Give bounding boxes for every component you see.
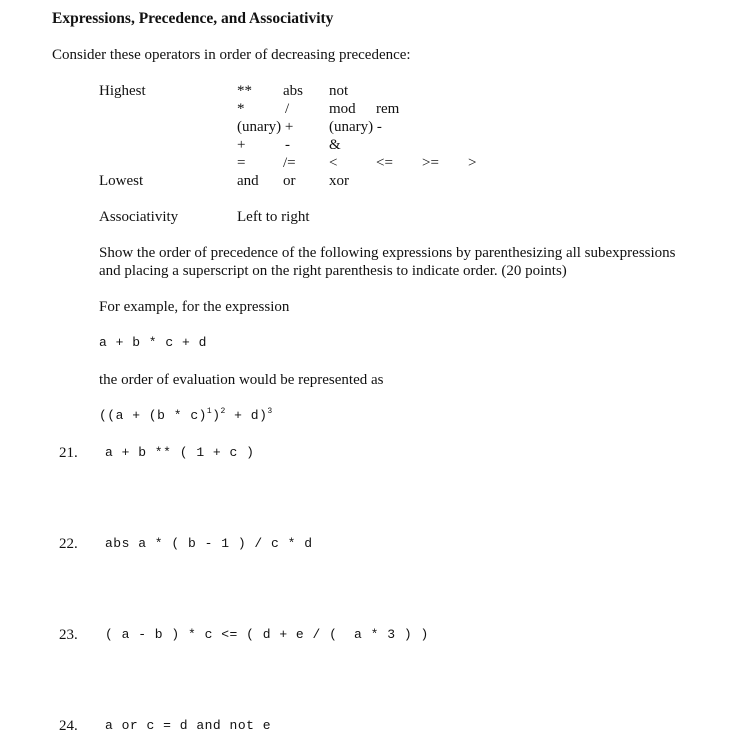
- operator: <=: [376, 155, 393, 171]
- operator: and: [237, 173, 259, 189]
- order-superscript: 2: [220, 407, 226, 416]
- question-number: 24.: [59, 718, 78, 734]
- operator: >: [468, 155, 477, 171]
- operator: >=: [422, 155, 439, 171]
- operator: or: [283, 173, 296, 189]
- example-result-intro: the order of evaluation would be represented as: [99, 372, 384, 388]
- intro-text: Consider these operators in order of decreasing precedence:: [52, 47, 411, 63]
- associativity-label: Associativity: [99, 209, 179, 225]
- page-title: Expressions, Precedence, and Associativity: [52, 10, 334, 27]
- instructions-line-2: and placing a superscript on the right parenthesis to indicate order. (20 points): [99, 263, 567, 279]
- operator: (unary) +: [237, 119, 294, 135]
- question-expression: ( a - b ) * c <= ( d + e / ( a * 3 ) ): [105, 627, 429, 642]
- operator: -: [285, 137, 290, 153]
- instructions-line-1: Show the order of precedence of the following expressions by parenthesizing all subexpressions: [99, 245, 676, 261]
- order-superscript: 3: [267, 407, 273, 416]
- question-expression: a or c = d and not e: [105, 718, 272, 733]
- question-expression: a + b ** ( 1 + c ): [105, 445, 255, 460]
- lowest-label: Lowest: [99, 173, 144, 189]
- operator: /=: [283, 155, 296, 171]
- operator: mod: [329, 101, 356, 117]
- operator: rem: [376, 101, 400, 117]
- question-number: 21.: [59, 445, 78, 461]
- highest-label: Highest: [99, 83, 146, 99]
- operator: (unary) -: [329, 119, 382, 135]
- operator: /: [285, 101, 290, 117]
- operator: not: [329, 83, 349, 99]
- question-number: 23.: [59, 627, 78, 643]
- example-intro: For example, for the expression: [99, 299, 290, 315]
- operator: <: [329, 155, 338, 171]
- result-part: + d): [225, 408, 268, 423]
- operator: =: [237, 155, 246, 171]
- operator: +: [237, 137, 246, 153]
- order-superscript: 1: [206, 407, 213, 416]
- result-part: ): [212, 408, 221, 423]
- operator: xor: [329, 173, 349, 189]
- operator: *: [237, 101, 245, 117]
- result-part: ((a + (b * c): [99, 408, 207, 423]
- associativity-value: Left to right: [237, 209, 310, 225]
- question-expression: abs a * ( b - 1 ) / c * d: [105, 536, 313, 551]
- operator: abs: [283, 83, 303, 99]
- operator: &: [329, 137, 341, 153]
- example-expression: a + b * c + d: [99, 335, 207, 350]
- example-result: [99, 407, 273, 425]
- question-number: 22.: [59, 536, 78, 552]
- operator: **: [237, 83, 252, 99]
